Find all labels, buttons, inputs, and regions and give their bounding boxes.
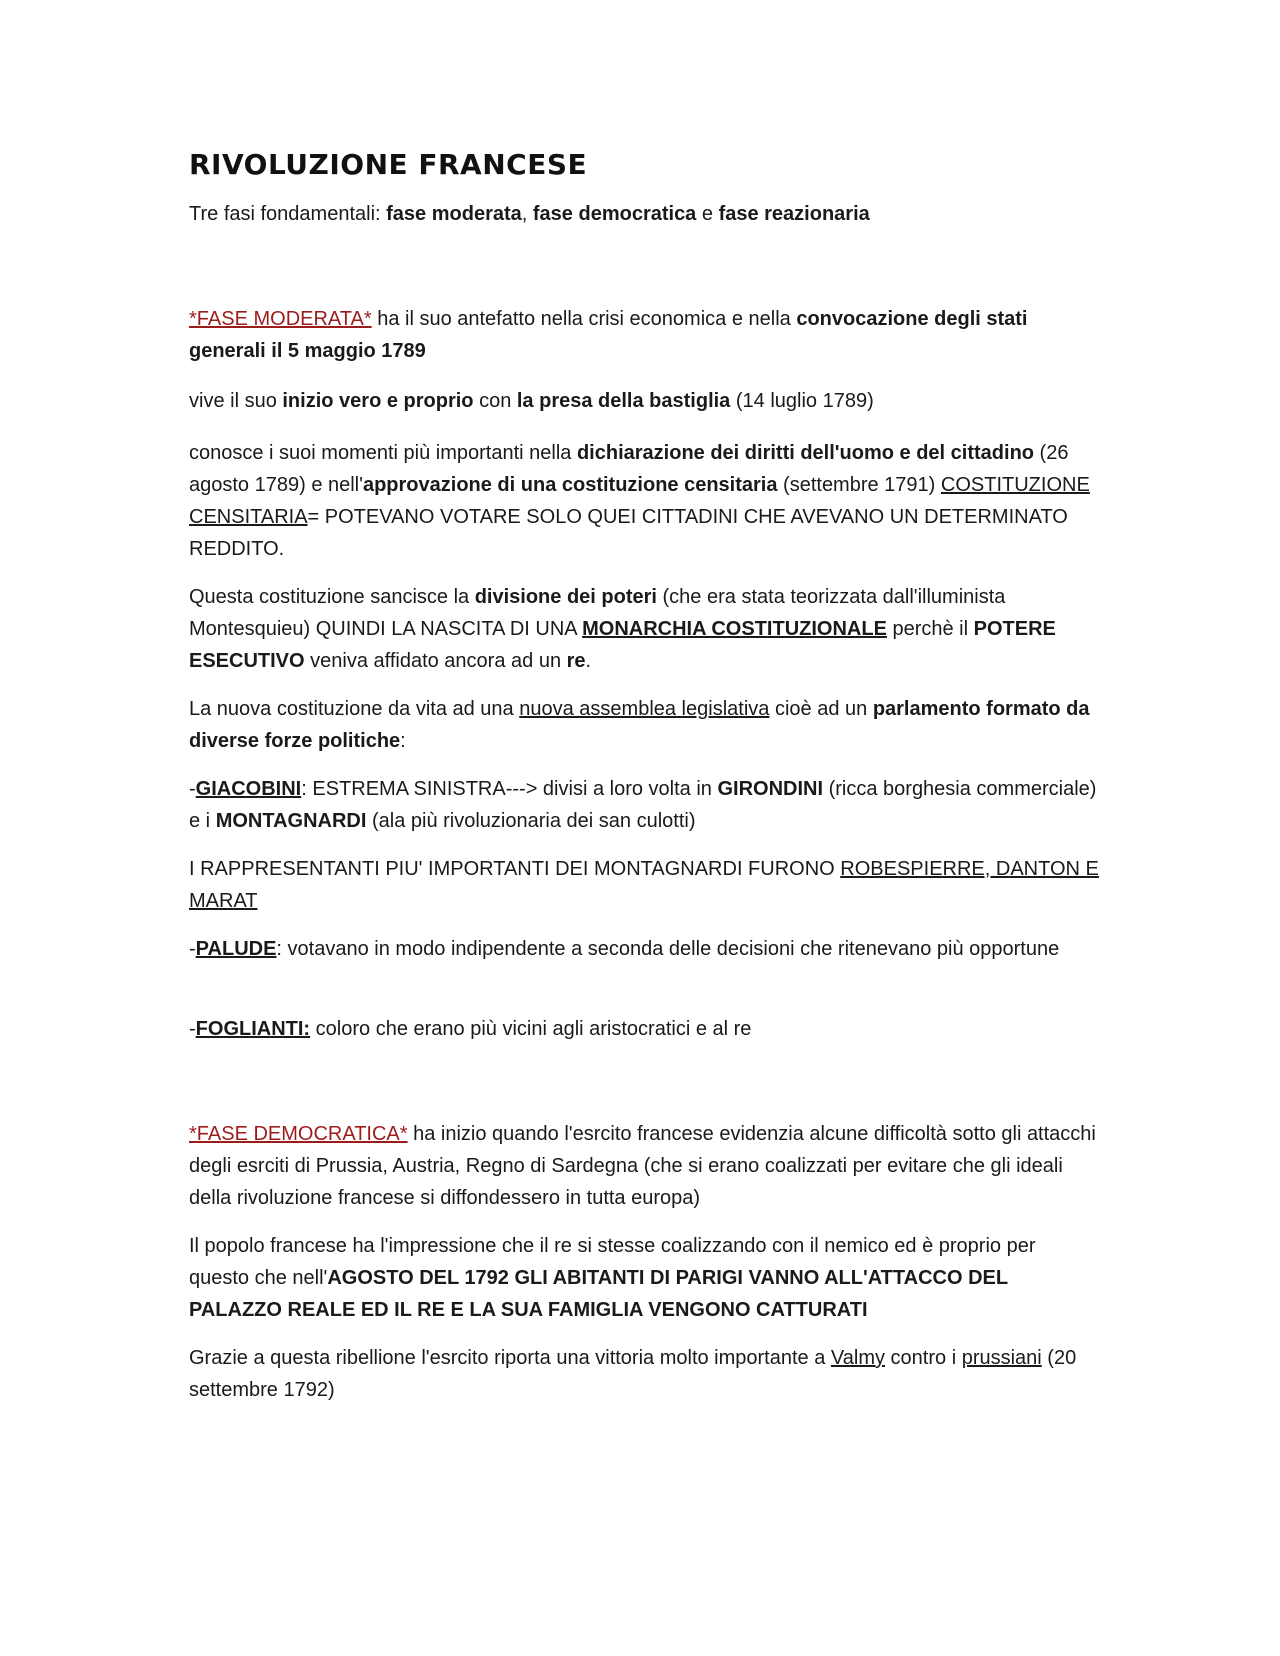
bold-span: GIRONDINI xyxy=(717,778,824,800)
text-span: ha inizio quando l'esrcito francese evidenzia alcune difficoltà sotto gli attacchi degli esrciti di Prussia, Austria, Regno di Sardegna (che si erano coalizzati per evitare che gli ideali della rivoluzione francese si diffondessero in tutta europa) xyxy=(189,1123,1096,1209)
text-span: Tre fasi fondamentali: xyxy=(189,203,387,225)
section-heading-moderata: *FASE MODERATA* xyxy=(189,308,372,330)
bold-span: MONTAGNARDI xyxy=(215,810,367,832)
text-span: e xyxy=(696,203,719,225)
moderata-paragraph xyxy=(189,303,1099,367)
bold-span: fase reazionaria xyxy=(718,203,870,225)
text-span: : votavano in modo indipendente a seconda delle decisioni che ritenevano più opportune xyxy=(276,938,1060,960)
bold-span: fase democratica xyxy=(532,203,697,225)
section-heading-democratica: *FASE DEMOCRATICA* xyxy=(189,1123,408,1145)
text-span: Questa costituzione sancisce la xyxy=(189,586,475,608)
inizio-paragraph xyxy=(189,385,1099,417)
bold-span: re xyxy=(566,650,586,672)
text-span: (ricca borghesia commerciale) e i xyxy=(189,778,1097,832)
bold-span: parlamento formato da diverse forze politiche xyxy=(189,698,1090,752)
text-span: coloro che erano più vicini agli aristocratici e al re xyxy=(310,1018,752,1040)
text-span: Grazie a questa ribellione l'esrcito riporta una vittoria molto importante a xyxy=(189,1347,831,1369)
text-span: La nuova costituzione da vita ad una xyxy=(189,698,520,720)
bold-span: fase moderata xyxy=(386,203,522,225)
bold-span: inizio vero e proprio xyxy=(282,390,474,412)
bold-underlined-span: PALUDE xyxy=(195,938,277,960)
underlined-span: nuova assemblea legislativa xyxy=(519,698,770,720)
bold-underlined-span: FOGLIANTI: xyxy=(195,1018,311,1040)
valmy-paragraph xyxy=(189,1342,1099,1406)
bold-span: divisione dei poteri xyxy=(474,586,657,608)
text-span: (26 agosto 1789) e nell' xyxy=(189,442,1069,496)
text-span: perchè il xyxy=(886,618,974,640)
text-span: - xyxy=(189,778,196,800)
text-span: (ala più rivoluzionaria dei san culotti) xyxy=(366,810,696,832)
foglianti-paragraph xyxy=(189,1013,1099,1045)
text-span: : xyxy=(400,730,406,752)
document-title: RIVOLUZIONE FRANCESE xyxy=(189,148,588,181)
palude-paragraph xyxy=(189,933,1099,965)
intro-paragraph xyxy=(189,198,1099,230)
text-span: I RAPPRESENTANTI PIU' IMPORTANTI DEI MONTAGNARDI FURONO xyxy=(189,858,841,880)
text-span: (20 settembre 1792) xyxy=(189,1347,1077,1401)
giacobini-paragraph xyxy=(189,773,1099,837)
democratica-paragraph xyxy=(189,1118,1099,1214)
text-span: Il popolo francese ha l'impressione che il re si stesse coalizzando con il nemico ed è proprio per questo che nell' xyxy=(189,1235,1036,1289)
text-span: , xyxy=(521,203,533,225)
text-span: ha il suo antefatto nella crisi economica e nella xyxy=(371,308,797,330)
text-span: - xyxy=(189,938,196,960)
text-span: = POTEVANO VOTARE SOLO QUEI CITTADINI CHE AVEVANO UN DETERMINATO REDDITO. xyxy=(189,506,1068,560)
bold-span: approvazione di una costituzione censitaria xyxy=(362,474,778,496)
text-span: contro i xyxy=(885,1347,962,1369)
underlined-span: COSTITUZIONE CENSITARIA xyxy=(189,474,1090,528)
text-span: . xyxy=(585,650,592,672)
text-span: cioè ad un xyxy=(769,698,873,720)
bold-span: la presa della bastiglia xyxy=(516,390,731,412)
underlined-span: prussiani xyxy=(961,1347,1042,1369)
text-span: con xyxy=(473,390,517,412)
text-span: : ESTREMA SINISTRA---> divisi a loro volta in xyxy=(301,778,718,800)
text-span: conosce i suoi momenti più importanti nella xyxy=(189,442,577,464)
text-span: - xyxy=(189,1018,196,1040)
bold-underlined-span: MONARCHIA COSTITUZIONALE xyxy=(582,618,887,640)
text-span: vive il suo xyxy=(189,390,283,412)
momenti-paragraph xyxy=(189,437,1099,565)
text-span: veniva affidato ancora ad un xyxy=(304,650,567,672)
bold-span: AGOSTO DEL 1792 GLI ABITANTI DI PARIGI VANNO ALL'ATTACCO DEL PALAZZO REALE ED IL RE E LA SUA FAMIGLIA VENGONO CATTURATI xyxy=(189,1267,1008,1321)
popolo-paragraph xyxy=(189,1230,1099,1326)
bold-span: dichiarazione dei diritti dell'uomo e del cittadino xyxy=(576,442,1034,464)
rappresentanti-paragraph xyxy=(189,853,1099,917)
bold-span: POTERE ESECUTIVO xyxy=(189,618,1056,672)
assemblea-paragraph xyxy=(189,693,1099,757)
divisione-paragraph xyxy=(189,581,1099,677)
underlined-span: ROBESPIERRE, DANTON E MARAT xyxy=(189,858,1099,912)
bold-span: convocazione degli stati generali il 5 maggio 1789 xyxy=(189,308,1028,362)
bold-underlined-span: GIACOBINI xyxy=(195,778,302,800)
text-span: (settembre 1791) xyxy=(777,474,941,496)
text-span: (che era stata teorizzata dall'illuminista Montesquieu) QUINDI LA NASCITA DI UNA xyxy=(189,586,1006,640)
underlined-span: Valmy xyxy=(830,1347,885,1369)
text-span: (14 luglio 1789) xyxy=(730,390,874,412)
